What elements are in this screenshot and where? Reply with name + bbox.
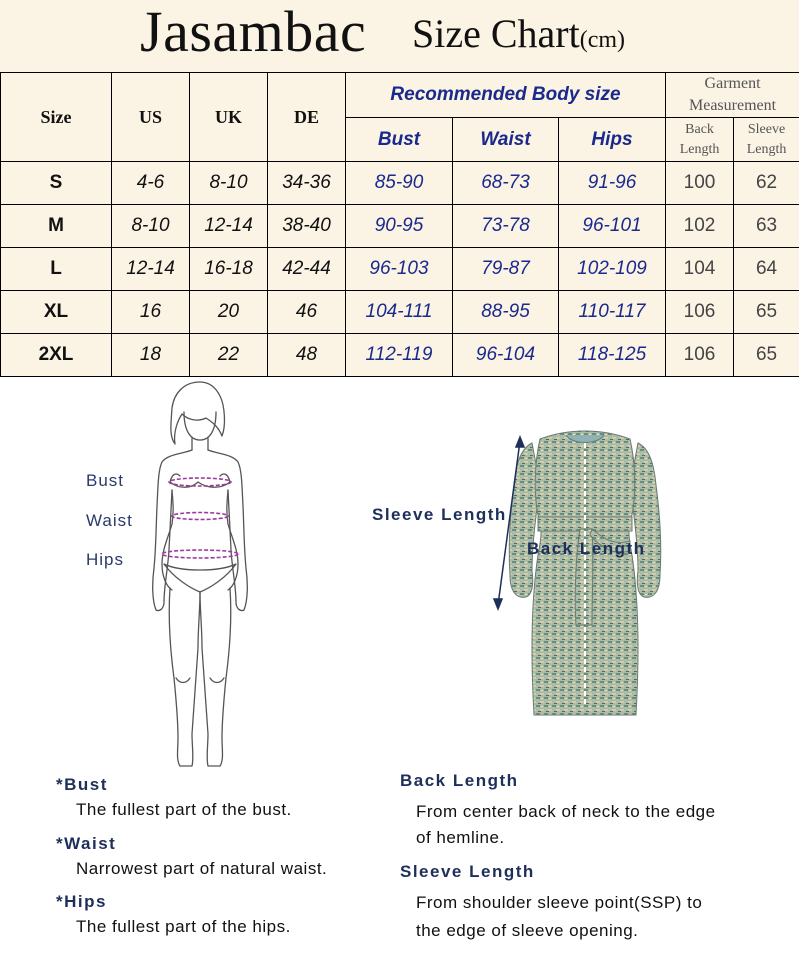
chart-title — [412, 10, 625, 57]
cell-bust: 112-119 — [346, 334, 453, 377]
cell-uk: 12-14 — [190, 205, 268, 248]
header-back-line2: Length — [679, 141, 720, 157]
cell-us: 12-14 — [112, 248, 190, 291]
cell-size: S — [1, 162, 112, 205]
cell-de: 42-44 — [268, 248, 346, 291]
cell-size: M — [1, 205, 112, 248]
cell-back-length: 102 — [666, 205, 734, 248]
cell-back-length: 104 — [666, 248, 734, 291]
def-sleeve-length-text-2: the edge of sleeve opening. — [416, 921, 639, 940]
cell-de: 38-40 — [268, 205, 346, 248]
cell-waist: 68-73 — [453, 162, 559, 205]
table-row — [1, 205, 799, 248]
header-us: US — [112, 73, 190, 162]
def-sleeve-length-heading: Sleeve Length — [400, 862, 535, 881]
dress-illustration — [480, 425, 690, 725]
header-sleeve-length — [734, 118, 799, 162]
def-back-length-heading: Back Length — [400, 771, 519, 790]
cell-sleeve-length: 65 — [734, 291, 799, 334]
cell-hips: 91-96 — [559, 162, 666, 205]
cell-back-length: 106 — [666, 334, 734, 377]
cell-hips: 96-101 — [559, 205, 666, 248]
cell-waist: 96-104 — [453, 334, 559, 377]
cell-waist: 88-95 — [453, 291, 559, 334]
table-row — [1, 162, 799, 205]
def-back-length-text-1: From center back of neck to the edge — [416, 802, 716, 821]
body-label-waist: Waist — [86, 511, 133, 530]
def-sleeve-length-text-1: From shoulder sleeve point(SSP) to — [416, 893, 703, 912]
cell-de: 34-36 — [268, 162, 346, 205]
cell-hips: 102-109 — [559, 248, 666, 291]
brand-name: Jasambac — [140, 0, 367, 64]
header-waist: Waist — [453, 118, 559, 162]
cell-hips: 110-117 — [559, 291, 666, 334]
chart-title-unit: (cm) — [579, 27, 626, 53]
cell-waist: 79-87 — [453, 248, 559, 291]
cell-bust: 104-111 — [346, 291, 453, 334]
header-size: Size — [1, 73, 112, 162]
table-row — [1, 291, 799, 334]
header-recommended-body-size: Recommended Body size — [346, 73, 666, 118]
cell-de: 46 — [268, 291, 346, 334]
cell-size: L — [1, 248, 112, 291]
cell-uk: 16-18 — [190, 248, 268, 291]
cell-bust: 85-90 — [346, 162, 453, 205]
cell-us: 18 — [112, 334, 190, 377]
header-uk: UK — [190, 73, 268, 162]
body-label-bust: Bust — [86, 471, 125, 490]
cell-size: 2XL — [1, 334, 112, 377]
header-de: DE — [268, 73, 346, 162]
cell-back-length: 100 — [666, 162, 734, 205]
header-sleeve-line2: Length — [746, 141, 787, 157]
cell-uk: 22 — [190, 334, 268, 377]
cell-sleeve-length: 62 — [734, 162, 799, 205]
cell-bust: 96-103 — [346, 248, 453, 291]
header-back-length — [666, 118, 734, 162]
cell-sleeve-length: 65 — [734, 334, 799, 377]
dress-label-sleeve-length: Sleeve Length — [372, 505, 507, 524]
cell-uk: 8-10 — [190, 162, 268, 205]
cell-uk: 20 — [190, 291, 268, 334]
def-bust-heading: *Bust — [56, 775, 108, 794]
cell-hips: 118-125 — [559, 334, 666, 377]
def-hips-text: The fullest part of the hips. — [76, 917, 291, 936]
header-bust: Bust — [346, 118, 453, 162]
header-sleeve-line1: Sleeve — [747, 121, 786, 137]
cell-de: 48 — [268, 334, 346, 377]
cell-size: XL — [1, 291, 112, 334]
def-waist-heading: *Waist — [56, 834, 117, 853]
cell-back-length: 106 — [666, 291, 734, 334]
table-row — [1, 248, 799, 291]
header-garment-line2: Measurement — [689, 97, 777, 114]
size-table — [0, 72, 799, 377]
dress-label-back-length: Back Length — [527, 539, 646, 558]
def-back-length-text-2: of hemline. — [416, 828, 505, 847]
chart-header — [0, 0, 799, 73]
cell-bust: 90-95 — [346, 205, 453, 248]
table-row — [1, 334, 799, 377]
def-waist-text: Narrowest part of natural waist. — [76, 859, 328, 878]
cell-sleeve-length: 64 — [734, 248, 799, 291]
header-hips: Hips — [559, 118, 666, 162]
cell-us: 4-6 — [112, 162, 190, 205]
header-garment-measurement — [666, 73, 799, 118]
body-figure-illustration — [140, 378, 260, 773]
header-garment-line1: Garment — [704, 75, 761, 92]
header-back-line1: Back — [685, 121, 714, 137]
def-bust-text: The fullest part of the bust. — [76, 800, 292, 819]
cell-us: 16 — [112, 291, 190, 334]
chart-title-text: Size Chart — [412, 11, 580, 56]
body-label-hips: Hips — [86, 550, 125, 569]
cell-waist: 73-78 — [453, 205, 559, 248]
cell-us: 8-10 — [112, 205, 190, 248]
cell-sleeve-length: 63 — [734, 205, 799, 248]
def-hips-heading: *Hips — [56, 892, 107, 911]
